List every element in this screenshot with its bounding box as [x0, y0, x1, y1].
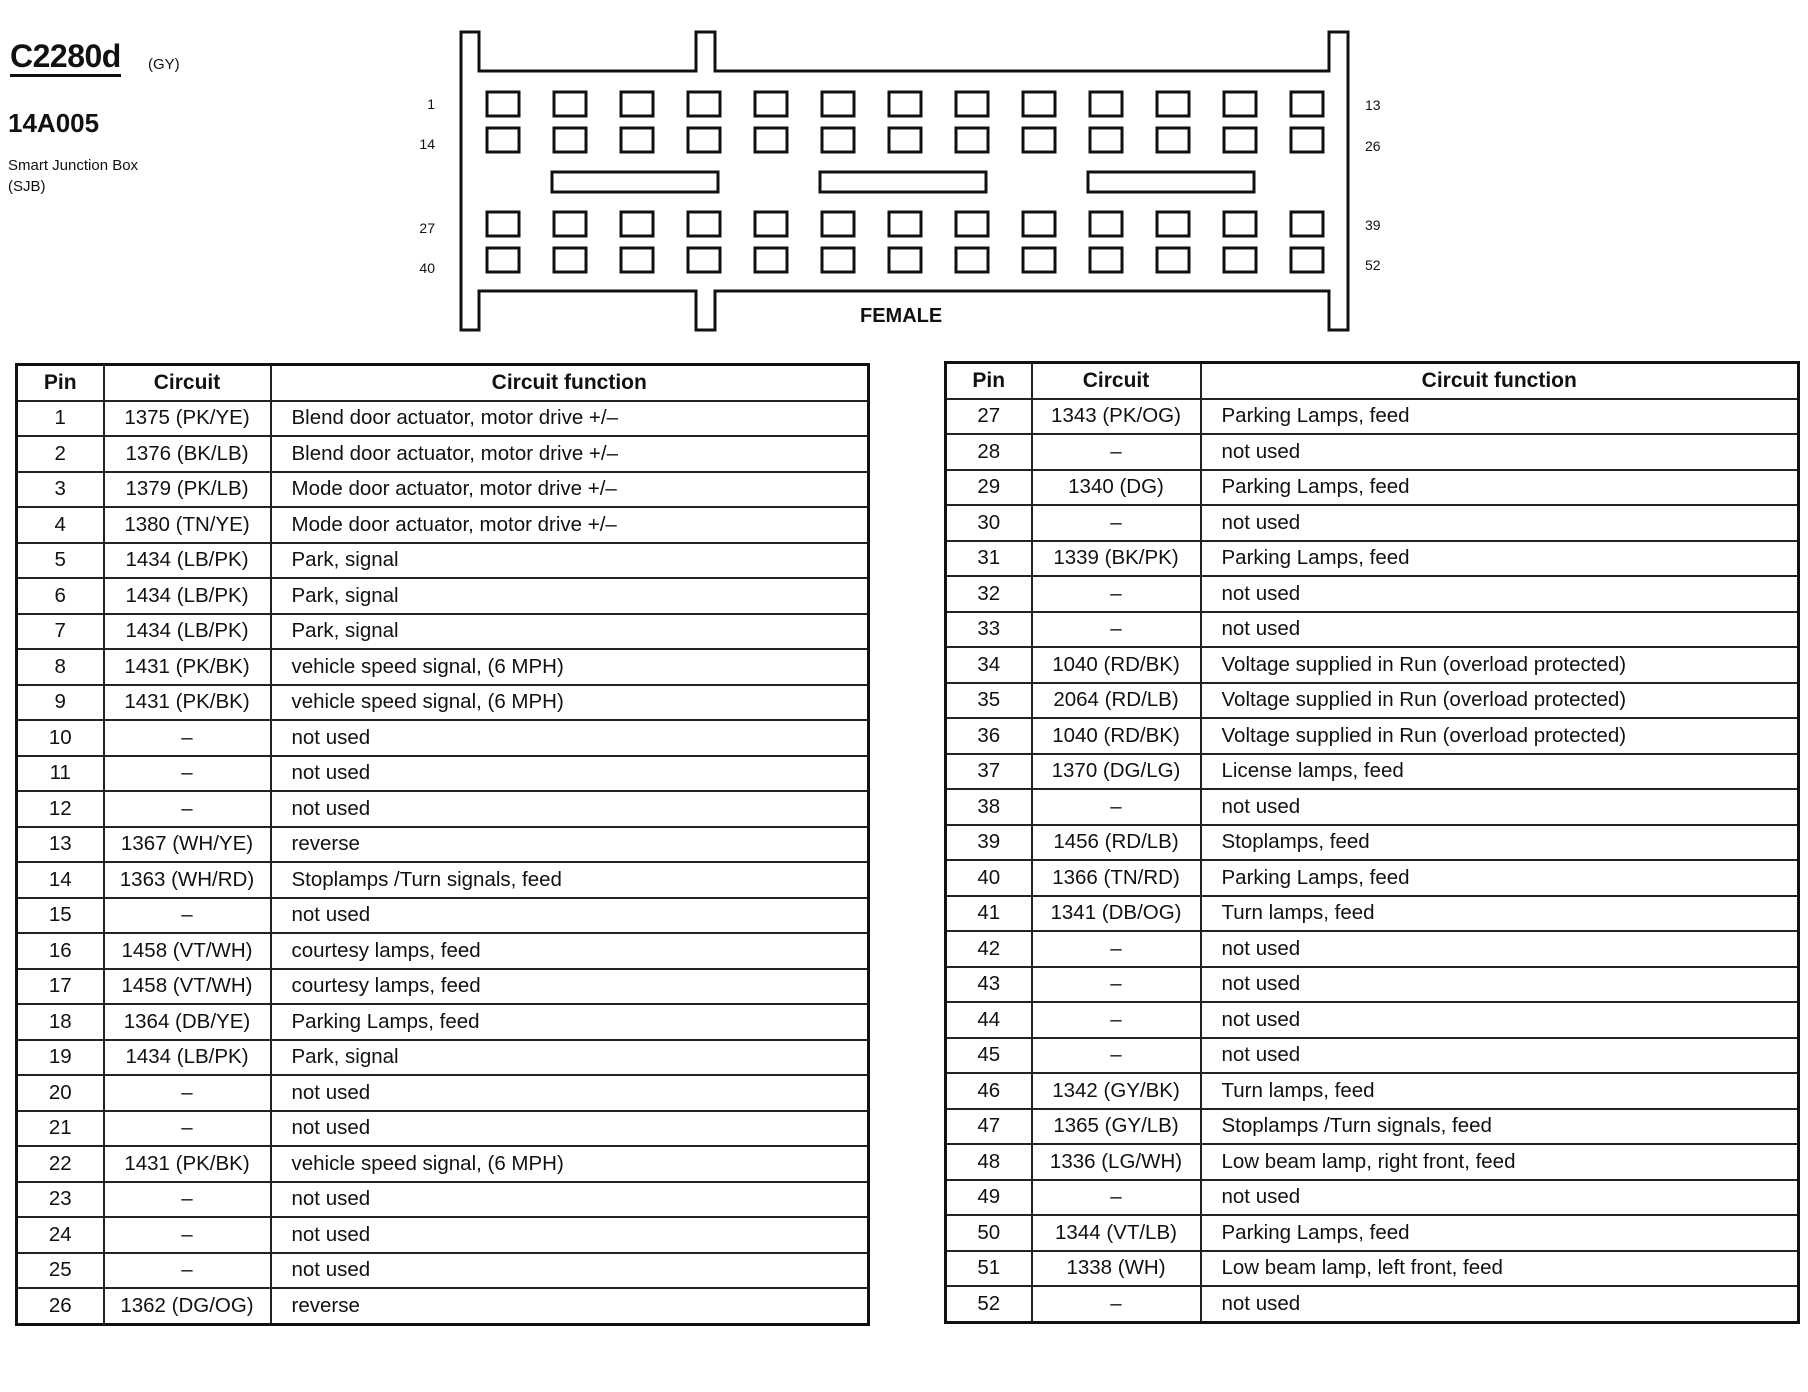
pin-cell: 50: [946, 1215, 1032, 1251]
table-row: [946, 541, 1799, 577]
row-label-right: 39: [1365, 217, 1381, 233]
part-number: 14A005: [8, 108, 100, 138]
function-cell: Park, signal: [271, 543, 869, 579]
circuit-cell: 1375 (PK/YE): [104, 401, 271, 437]
pin-cavity: [755, 212, 787, 236]
circuit-cell: 1339 (BK/PK): [1032, 541, 1201, 577]
row-label-left: 14: [419, 136, 435, 152]
function-cell: Stoplamps, feed: [1201, 825, 1799, 861]
function-cell: Stoplamps /Turn signals, feed: [1201, 1109, 1799, 1145]
table-row: [946, 612, 1799, 648]
table-row: [946, 1038, 1799, 1074]
pin-cavity: [1023, 212, 1055, 236]
circuit-cell: –: [104, 791, 271, 827]
row-label-right: 26: [1365, 138, 1381, 154]
pin-cell: 29: [946, 470, 1032, 506]
pin-cell: 9: [17, 685, 104, 721]
pin-cavity: [956, 128, 988, 152]
table-row: [946, 896, 1799, 932]
function-cell: Voltage supplied in Run (overload protected): [1201, 718, 1799, 754]
pin-cavity: [1157, 212, 1189, 236]
pin-cell: 46: [946, 1073, 1032, 1109]
pin-cavity: [889, 212, 921, 236]
table-row: [17, 827, 869, 863]
pin-cell: 2: [17, 436, 104, 472]
pin-cell: 32: [946, 576, 1032, 612]
circuit-cell: –: [104, 1217, 271, 1253]
pin-cell: 49: [946, 1180, 1032, 1216]
pin-cell: 48: [946, 1144, 1032, 1180]
function-cell: Park, signal: [271, 578, 869, 614]
pin-cavity: [956, 92, 988, 116]
pin-cavities: [487, 92, 1323, 272]
pin-cavity: [1291, 212, 1323, 236]
table-row: [17, 1253, 869, 1289]
circuit-cell: 1380 (TN/YE): [104, 507, 271, 543]
circuit-cell: 1367 (WH/YE): [104, 827, 271, 863]
table-row: [17, 578, 869, 614]
table-row: [946, 718, 1799, 754]
circuit-cell: 1344 (VT/LB): [1032, 1215, 1201, 1251]
function-cell: Parking Lamps, feed: [271, 1004, 869, 1040]
pin-cavity: [1224, 212, 1256, 236]
pin-cavity: [1023, 92, 1055, 116]
table-row: [946, 434, 1799, 470]
table-row: [17, 507, 869, 543]
pin-cell: 38: [946, 789, 1032, 825]
pin-cell: 35: [946, 683, 1032, 719]
pin-cavity: [956, 212, 988, 236]
circuit-cell: –: [1032, 576, 1201, 612]
circuit-cell: 1365 (GY/LB): [1032, 1109, 1201, 1145]
table-row: [946, 576, 1799, 612]
pin-cell: 11: [17, 756, 104, 792]
pin-cavity: [554, 92, 586, 116]
function-cell: reverse: [271, 1288, 869, 1324]
pin-cell: 52: [946, 1286, 1032, 1322]
circuit-cell: –: [104, 756, 271, 792]
pin-cell: 26: [17, 1288, 104, 1324]
pin-cavity: [1291, 92, 1323, 116]
pin-cavity: [1090, 248, 1122, 272]
function-cell: Park, signal: [271, 1040, 869, 1076]
pin-cavity: [889, 248, 921, 272]
function-cell: Parking Lamps, feed: [1201, 470, 1799, 506]
function-cell: not used: [271, 1075, 869, 1111]
table-row: [17, 1111, 869, 1147]
function-cell: Stoplamps /Turn signals, feed: [271, 862, 869, 898]
table-row: [17, 1075, 869, 1111]
circuit-cell: 1040 (RD/BK): [1032, 647, 1201, 683]
pin-cell: 37: [946, 754, 1032, 790]
table-row: [946, 754, 1799, 790]
circuit-cell: 1434 (LB/PK): [104, 614, 271, 650]
pin-cavity: [822, 212, 854, 236]
pin-cavity: [1023, 248, 1055, 272]
table-row: [946, 789, 1799, 825]
pin-cavity: [688, 92, 720, 116]
pin-cell: 27: [946, 399, 1032, 435]
pin-cell: 19: [17, 1040, 104, 1076]
header-circuit: Circuit: [1032, 363, 1201, 399]
pin-cell: 14: [17, 862, 104, 898]
pin-cavity: [688, 248, 720, 272]
pin-cell: 15: [17, 898, 104, 934]
table-row: [946, 470, 1799, 506]
function-cell: not used: [1201, 931, 1799, 967]
circuit-cell: –: [1032, 967, 1201, 1003]
function-cell: Parking Lamps, feed: [1201, 860, 1799, 896]
circuit-cell: 1341 (DB/OG): [1032, 896, 1201, 932]
pin-cavity: [487, 212, 519, 236]
pin-cavity: [1224, 128, 1256, 152]
table-row: [17, 898, 869, 934]
function-cell: not used: [1201, 789, 1799, 825]
table-row: [17, 649, 869, 685]
circuit-cell: –: [1032, 789, 1201, 825]
circuit-cell: 1379 (PK/LB): [104, 472, 271, 508]
function-cell: Blend door actuator, motor drive +/–: [271, 436, 869, 472]
table-row: [17, 1182, 869, 1218]
table-row: [946, 860, 1799, 896]
header-circuit: Circuit: [104, 365, 271, 401]
pin-cavity: [755, 128, 787, 152]
circuit-cell: 1434 (LB/PK): [104, 578, 271, 614]
table-row: [17, 472, 869, 508]
circuit-cell: –: [1032, 612, 1201, 648]
table-row: [946, 399, 1799, 435]
table-row: [17, 401, 869, 437]
pin-cell: 10: [17, 720, 104, 756]
pin-cell: 30: [946, 505, 1032, 541]
circuit-cell: 1434 (LB/PK): [104, 543, 271, 579]
table-row: [17, 1217, 869, 1253]
pin-cavity: [1224, 248, 1256, 272]
function-cell: vehicle speed signal, (6 MPH): [271, 685, 869, 721]
pin-cavity: [621, 128, 653, 152]
circuit-cell: 1431 (PK/BK): [104, 685, 271, 721]
table-row: [946, 1073, 1799, 1109]
function-cell: Low beam lamp, left front, feed: [1201, 1251, 1799, 1287]
pin-cavity: [1157, 92, 1189, 116]
pin-cell: 7: [17, 614, 104, 650]
pin-cell: 36: [946, 718, 1032, 754]
module-description: Smart Junction Box: [8, 157, 139, 174]
circuit-cell: 1458 (VT/WH): [104, 933, 271, 969]
table-header-row: [17, 365, 869, 401]
pin-cavity: [755, 248, 787, 272]
function-cell: not used: [271, 1217, 869, 1253]
function-cell: not used: [271, 1111, 869, 1147]
circuit-cell: 1434 (LB/PK): [104, 1040, 271, 1076]
pin-cavity: [822, 92, 854, 116]
function-cell: Turn lamps, feed: [1201, 896, 1799, 932]
table-row: [946, 967, 1799, 1003]
row-label-right: 13: [1365, 97, 1381, 113]
pin-cavity: [889, 92, 921, 116]
header-pin: Pin: [17, 365, 104, 401]
pin-cell: 17: [17, 969, 104, 1005]
circuit-cell: –: [1032, 1286, 1201, 1322]
table-body: [17, 401, 869, 1325]
connector-face-diagram: [419, 28, 1455, 348]
header-function: Circuit function: [1201, 363, 1799, 399]
module-abbreviation: (SJB): [8, 178, 46, 195]
pin-cell: 12: [17, 791, 104, 827]
circuit-cell: –: [1032, 1038, 1201, 1074]
pin-cell: 33: [946, 612, 1032, 648]
pin-cavity: [621, 248, 653, 272]
pin-cavity: [822, 248, 854, 272]
pinout-table-left: [15, 363, 870, 1326]
function-cell: Low beam lamp, right front, feed: [1201, 1144, 1799, 1180]
pin-cell: 23: [17, 1182, 104, 1218]
key-slots: [552, 172, 1254, 192]
pin-cell: 18: [17, 1004, 104, 1040]
pin-cell: 34: [946, 647, 1032, 683]
gender-label: FEMALE: [860, 305, 943, 327]
table-row: [946, 1215, 1799, 1251]
table-body: [946, 399, 1799, 1323]
circuit-cell: 1376 (BK/LB): [104, 436, 271, 472]
row-label-left: 1: [427, 96, 435, 112]
circuit-cell: –: [104, 1075, 271, 1111]
table-row: [946, 825, 1799, 861]
pin-cavity: [822, 128, 854, 152]
function-cell: not used: [1201, 612, 1799, 648]
function-cell: courtesy lamps, feed: [271, 933, 869, 969]
table-row: [17, 543, 869, 579]
circuit-cell: 1366 (TN/RD): [1032, 860, 1201, 896]
pin-cavity: [554, 128, 586, 152]
pin-cell: 4: [17, 507, 104, 543]
pin-cavity: [1090, 128, 1122, 152]
function-cell: Park, signal: [271, 614, 869, 650]
function-cell: not used: [1201, 967, 1799, 1003]
function-cell: not used: [271, 791, 869, 827]
circuit-cell: 1040 (RD/BK): [1032, 718, 1201, 754]
table-row: [946, 647, 1799, 683]
circuit-cell: 1431 (PK/BK): [104, 649, 271, 685]
pin-cell: 8: [17, 649, 104, 685]
pin-cell: 20: [17, 1075, 104, 1111]
key-slot: [552, 172, 718, 192]
pin-cell: 25: [17, 1253, 104, 1289]
header-pin: Pin: [946, 363, 1032, 399]
circuit-cell: –: [104, 1253, 271, 1289]
function-cell: reverse: [271, 827, 869, 863]
row-label-left: 40: [419, 260, 435, 276]
pin-cell: 21: [17, 1111, 104, 1147]
table-row: [17, 1004, 869, 1040]
circuit-cell: 1342 (GY/BK): [1032, 1073, 1201, 1109]
pin-cell: 3: [17, 472, 104, 508]
function-cell: Turn lamps, feed: [1201, 1073, 1799, 1109]
pin-cell: 6: [17, 578, 104, 614]
table-header-row: [946, 363, 1799, 399]
function-cell: Parking Lamps, feed: [1201, 399, 1799, 435]
function-cell: Voltage supplied in Run (overload protected): [1201, 683, 1799, 719]
table-row: [17, 614, 869, 650]
circuit-cell: 1364 (DB/YE): [104, 1004, 271, 1040]
pin-cavity: [487, 128, 519, 152]
function-cell: Parking Lamps, feed: [1201, 541, 1799, 577]
pin-cell: 31: [946, 541, 1032, 577]
circuit-cell: 1338 (WH): [1032, 1251, 1201, 1287]
function-cell: Voltage supplied in Run (overload protected): [1201, 647, 1799, 683]
row-label-left: 27: [419, 220, 435, 236]
table-row: [17, 791, 869, 827]
pin-cavity: [487, 92, 519, 116]
table-row: [946, 1109, 1799, 1145]
circuit-cell: 2064 (RD/LB): [1032, 683, 1201, 719]
pin-cell: 47: [946, 1109, 1032, 1145]
key-slot: [820, 172, 986, 192]
pin-cell: 51: [946, 1251, 1032, 1287]
table-row: [17, 756, 869, 792]
function-cell: Parking Lamps, feed: [1201, 1215, 1799, 1251]
connector-code: C2280d: [10, 40, 121, 77]
table-row: [17, 862, 869, 898]
pin-cavity: [1157, 128, 1189, 152]
circuit-cell: –: [104, 898, 271, 934]
pin-cell: 43: [946, 967, 1032, 1003]
function-cell: not used: [1201, 505, 1799, 541]
pin-cavity: [889, 128, 921, 152]
function-cell: not used: [1201, 1002, 1799, 1038]
function-cell: vehicle speed signal, (6 MPH): [271, 649, 869, 685]
function-cell: not used: [271, 1253, 869, 1289]
function-cell: not used: [1201, 1038, 1799, 1074]
circuit-cell: 1336 (LG/WH): [1032, 1144, 1201, 1180]
circuit-cell: 1370 (DG/LG): [1032, 754, 1201, 790]
table-row: [17, 1146, 869, 1182]
pin-cavity: [1090, 212, 1122, 236]
function-cell: Blend door actuator, motor drive +/–: [271, 401, 869, 437]
table-row: [946, 1251, 1799, 1287]
pinout-table-right: [944, 361, 1800, 1324]
pin-cell: 5: [17, 543, 104, 579]
table-row: [17, 1040, 869, 1076]
circuit-cell: 1362 (DG/OG): [104, 1288, 271, 1324]
function-cell: License lamps, feed: [1201, 754, 1799, 790]
table-row: [946, 683, 1799, 719]
connector-housing-outline: [461, 32, 1348, 330]
pin-cavity: [621, 92, 653, 116]
pin-cell: 40: [946, 860, 1032, 896]
pin-cavity: [621, 212, 653, 236]
circuit-cell: –: [1032, 1002, 1201, 1038]
circuit-cell: –: [1032, 505, 1201, 541]
pin-cavity: [688, 212, 720, 236]
table-row: [17, 969, 869, 1005]
table-row: [17, 1288, 869, 1324]
table-row: [17, 685, 869, 721]
table-row: [946, 1180, 1799, 1216]
pin-cavity: [554, 212, 586, 236]
function-cell: Mode door actuator, motor drive +/–: [271, 472, 869, 508]
function-cell: courtesy lamps, feed: [271, 969, 869, 1005]
pin-cell: 45: [946, 1038, 1032, 1074]
table-row: [17, 720, 869, 756]
pin-cavity: [1224, 92, 1256, 116]
circuit-cell: 1363 (WH/RD): [104, 862, 271, 898]
function-cell: not used: [1201, 434, 1799, 470]
pin-cavity: [1291, 248, 1323, 272]
function-cell: not used: [271, 1182, 869, 1218]
pin-cavity: [1291, 128, 1323, 152]
pin-cavity: [688, 128, 720, 152]
pin-cell: 16: [17, 933, 104, 969]
pin-cell: 24: [17, 1217, 104, 1253]
function-cell: not used: [1201, 576, 1799, 612]
pin-cell: 42: [946, 931, 1032, 967]
circuit-cell: 1458 (VT/WH): [104, 969, 271, 1005]
circuit-cell: –: [1032, 1180, 1201, 1216]
function-cell: not used: [1201, 1286, 1799, 1322]
pin-cell: 13: [17, 827, 104, 863]
pin-cell: 28: [946, 434, 1032, 470]
circuit-cell: –: [104, 720, 271, 756]
row-label-right: 52: [1365, 257, 1381, 273]
pin-cavity: [755, 92, 787, 116]
table-row: [17, 933, 869, 969]
table-row: [946, 931, 1799, 967]
function-cell: not used: [271, 898, 869, 934]
table-row: [946, 1286, 1799, 1322]
pin-cavity: [554, 248, 586, 272]
header-function: Circuit function: [271, 365, 869, 401]
function-cell: not used: [271, 720, 869, 756]
pin-cell: 22: [17, 1146, 104, 1182]
pin-cavity: [1157, 248, 1189, 272]
pin-cavity: [1023, 128, 1055, 152]
circuit-cell: –: [104, 1182, 271, 1218]
circuit-cell: 1343 (PK/OG): [1032, 399, 1201, 435]
pin-cell: 44: [946, 1002, 1032, 1038]
circuit-cell: 1456 (RD/LB): [1032, 825, 1201, 861]
circuit-cell: 1431 (PK/BK): [104, 1146, 271, 1182]
circuit-cell: –: [104, 1111, 271, 1147]
pin-cell: 1: [17, 401, 104, 437]
pin-cavity: [487, 248, 519, 272]
function-cell: vehicle speed signal, (6 MPH): [271, 1146, 869, 1182]
pin-cell: 41: [946, 896, 1032, 932]
function-cell: not used: [1201, 1180, 1799, 1216]
table-row: [17, 436, 869, 472]
circuit-cell: –: [1032, 931, 1201, 967]
table-row: [946, 505, 1799, 541]
circuit-cell: 1340 (DG): [1032, 470, 1201, 506]
circuit-cell: –: [1032, 434, 1201, 470]
pin-cell: 39: [946, 825, 1032, 861]
connector-color: (GY): [148, 56, 180, 73]
function-cell: Mode door actuator, motor drive +/–: [271, 507, 869, 543]
table-row: [946, 1002, 1799, 1038]
function-cell: not used: [271, 756, 869, 792]
table-row: [946, 1144, 1799, 1180]
key-slot: [1088, 172, 1254, 192]
pin-cavity: [1090, 92, 1122, 116]
pin-cavity: [956, 248, 988, 272]
